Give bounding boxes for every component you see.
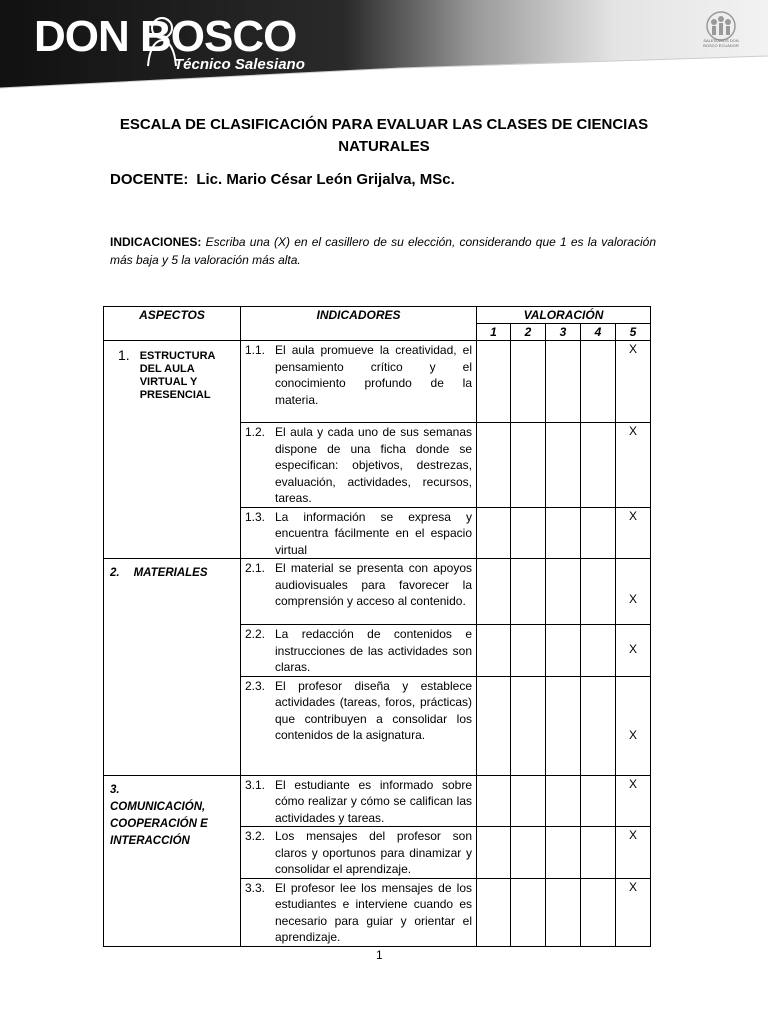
rating-cell-1[interactable]: [477, 676, 511, 775]
instructions: [110, 233, 656, 269]
rating-cell-3[interactable]: [546, 341, 581, 423]
rating-cell-4[interactable]: [581, 676, 616, 775]
aspect-label: ESTRUCTURA DEL AULA VIRTUAL Y PRESENCIAL: [139, 350, 216, 401]
scale-4: 4: [581, 324, 616, 341]
scale-2: 2: [511, 324, 546, 341]
indicator-cell: [241, 827, 477, 879]
rating-cell-2[interactable]: [511, 827, 546, 879]
rating-cell-4[interactable]: [581, 423, 616, 508]
rating-cell-5[interactable]: [616, 423, 651, 508]
scale-1: 1: [477, 324, 511, 341]
rating-mark: X: [628, 879, 637, 894]
aspect-number: 1.: [118, 347, 130, 363]
rating-mark: X: [628, 508, 637, 523]
table-row: [104, 559, 651, 625]
rating-cell-5[interactable]: [616, 625, 651, 677]
brand-subtitle: Técnico Salesiano: [174, 56, 305, 73]
rating-mark: X: [628, 642, 637, 656]
indicator-number: 1.3.: [245, 509, 266, 524]
rating-cell-4[interactable]: [581, 625, 616, 677]
page-number: 1: [376, 948, 383, 962]
rating-cell-1[interactable]: [477, 775, 511, 827]
rating-cell-2[interactable]: [511, 625, 546, 677]
seal-caption: SALESIANOS DON BOSCO ECUADOR: [703, 38, 739, 48]
aspect-cell: [104, 559, 241, 776]
rating-cell-5[interactable]: [616, 676, 651, 775]
indicator-cell: [241, 676, 477, 775]
document-title: ESCALA DE CLASIFICACIÓN PARA EVALUAR LAS CLASES DE CIENCIAS NATURALES: [119, 116, 649, 155]
indicator-number: 2.3.: [245, 678, 266, 693]
header-aspects: ASPECTOS: [104, 307, 241, 341]
rating-cell-5[interactable]: [616, 559, 651, 625]
rating-mark: X: [628, 828, 637, 842]
instructions-text: Escriba una (X) en el casillero de su elección, considerando que 1 es la valoración más baja y 5 la valoración más alta.: [110, 235, 656, 267]
teacher-name: Lic. Mario César León Grijalva, MSc.: [196, 171, 455, 188]
rating-cell-2[interactable]: [511, 507, 546, 559]
table-row: [104, 341, 651, 423]
rating-cell-2[interactable]: [511, 676, 546, 775]
rating-cell-3[interactable]: [546, 423, 581, 508]
rating-cell-4[interactable]: [581, 827, 616, 879]
scale-3: 3: [546, 324, 581, 341]
rating-mark: X: [628, 424, 637, 438]
header-indicators: INDICADORES: [241, 307, 477, 341]
instructions-label: INDICACIONES:: [110, 235, 202, 249]
teacher-line: [110, 171, 463, 188]
brand-logo-text: DON BOSCO: [34, 12, 297, 61]
rating-cell-3[interactable]: [546, 507, 581, 559]
rating-cell-2[interactable]: [511, 878, 546, 946]
aspect-label: COMUNICACIÓN, COOPERACIÓN E INTERACCIÓN: [110, 800, 208, 847]
indicator-number: 3.3.: [245, 880, 266, 895]
rating-cell-4[interactable]: [581, 507, 616, 559]
rating-cell-5[interactable]: [616, 775, 651, 827]
indicator-number: 1.1.: [245, 343, 266, 357]
rating-cell-1[interactable]: [477, 625, 511, 677]
rating-cell-3[interactable]: [546, 559, 581, 625]
indicator-text: El aula y cada uno de sus semanas dispone de una ficha donde se especifican: objetivos, destrezas, evaluación, actividades, recursos, tareas.: [275, 425, 472, 505]
rating-cell-1[interactable]: [477, 878, 511, 946]
header-banner: [0, 0, 768, 90]
header-rating: VALORACIÓN: [477, 307, 651, 324]
indicator-cell: [241, 559, 477, 625]
rating-cell-2[interactable]: [511, 341, 546, 423]
rating-cell-1[interactable]: [477, 423, 511, 508]
aspect-label: MATERIALES: [133, 567, 208, 579]
rating-mark: X: [628, 776, 637, 791]
rating-cell-4[interactable]: [581, 341, 616, 423]
rating-cell-2[interactable]: [511, 775, 546, 827]
rating-cell-5[interactable]: [616, 341, 651, 423]
indicator-text: El estudiante es informado sobre cómo realizar y cómo se califican las actividades y tareas.: [275, 777, 472, 825]
rating-cell-1[interactable]: [477, 827, 511, 879]
rating-cell-1[interactable]: [477, 559, 511, 625]
rating-cell-3[interactable]: [546, 775, 581, 827]
indicator-cell: [241, 878, 477, 946]
rating-cell-3[interactable]: [546, 625, 581, 677]
indicator-number: 2.2.: [245, 627, 266, 641]
rating-cell-4[interactable]: [581, 878, 616, 946]
indicator-cell: [241, 775, 477, 827]
indicator-cell: [241, 341, 477, 423]
indicator-number: 2.1.: [245, 561, 266, 575]
rating-cell-1[interactable]: [477, 341, 511, 423]
indicator-number: 3.2.: [245, 829, 266, 843]
aspect-cell: [104, 341, 241, 559]
indicator-cell: [241, 423, 477, 508]
rating-mark: X: [628, 592, 637, 606]
rating-cell-3[interactable]: [546, 676, 581, 775]
indicator-text: El material se presenta con apoyos audiovisuales para favorecer la comprensión y acceso al contenido.: [275, 561, 472, 608]
scale-5: 5: [616, 324, 651, 341]
rating-table: [103, 306, 651, 947]
indicator-text: El profesor diseña y establece actividades (tareas, foros, prácticas) que contribuyen a consolidar los contenidos de la asignatura.: [275, 678, 472, 742]
table-row: [104, 775, 651, 827]
teacher-label: DOCENTE:: [110, 171, 189, 188]
rating-cell-1[interactable]: [477, 507, 511, 559]
indicator-text: La redacción de contenidos e instrucciones de las actividades son claras.: [275, 627, 472, 674]
indicator-cell: [241, 625, 477, 677]
rating-cell-3[interactable]: [546, 827, 581, 879]
rating-mark: X: [628, 727, 637, 742]
rating-cell-5[interactable]: [616, 827, 651, 879]
rating-cell-3[interactable]: [546, 878, 581, 946]
indicator-number: 1.2.: [245, 425, 266, 439]
rating-mark: X: [628, 342, 637, 356]
rating-cell-2[interactable]: [511, 423, 546, 508]
rating-cell-4[interactable]: [581, 559, 616, 625]
aspect-number: 3.: [110, 783, 120, 796]
aspect-number: 2.: [110, 567, 120, 579]
indicator-text: Los mensajes del profesor son claros y oportunos para dinamizar y consolidar el aprendizaje.: [275, 829, 472, 876]
indicator-text: La información se expresa y encuentra fácilmente en el espacio virtual: [275, 509, 472, 557]
indicator-cell: [241, 507, 477, 559]
rating-cell-5[interactable]: [616, 878, 651, 946]
aspect-cell: [104, 775, 241, 946]
indicator-number: 3.1.: [245, 777, 266, 792]
rating-cell-4[interactable]: [581, 775, 616, 827]
indicator-text: El profesor lee los mensajes de los estudiantes e interviene cuando es necesario para guiar y orientar el aprendizaje.: [275, 880, 472, 944]
rating-cell-5[interactable]: [616, 507, 651, 559]
rating-cell-2[interactable]: [511, 559, 546, 625]
indicator-text: El aula promueve la creatividad, el pensamiento crítico y el conocimiento profundo de la materia.: [275, 343, 472, 407]
